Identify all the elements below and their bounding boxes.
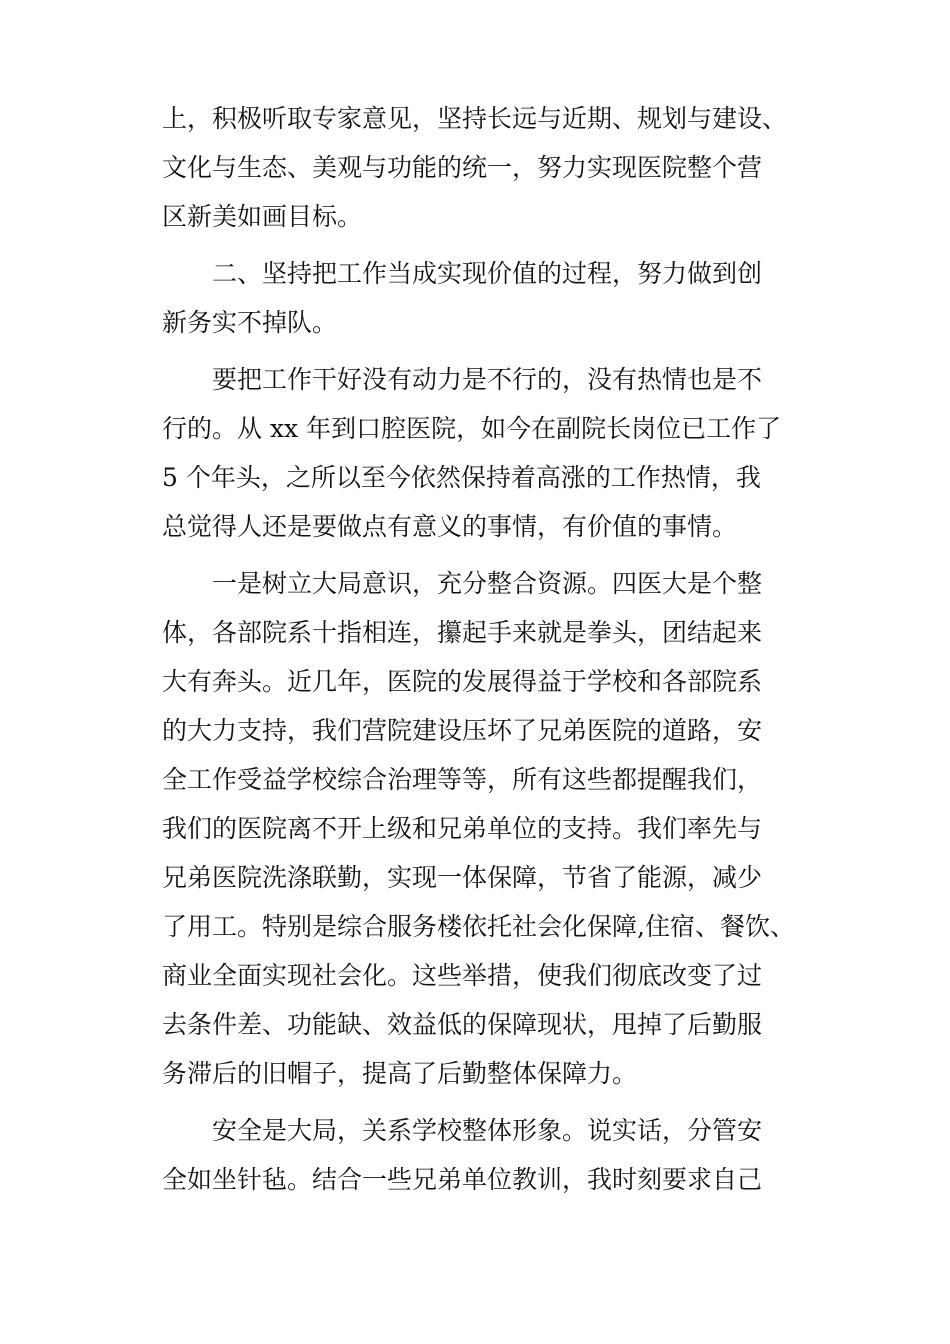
text-line: 了用工。特别是综合服务楼依托社会化保障,住宿、餐饮、 bbox=[162, 912, 795, 941]
text-line: 大有奔头。近几年，医院的发展得益于学校和各部院系 bbox=[162, 667, 763, 696]
text-line: 一是树立大局意识，充分整合资源。四医大是个整 bbox=[212, 569, 763, 598]
text-line: 体，各部院系十指相连，攥起手来就是拳头，团结起来 bbox=[162, 618, 763, 647]
text-line: 的大力支持，我们营院建设压坏了兄弟医院的道路，安 bbox=[162, 716, 763, 745]
paragraph bbox=[162, 94, 802, 241]
text-line: 文化与生态、美观与功能的统一，努力实现医院整个营 bbox=[162, 153, 763, 182]
text-line: 行的。从 xx 年到口腔医院，如今在副院长岗位已工作了 bbox=[162, 414, 782, 443]
text-line: 二、坚持把工作当成实现价值的过程，努力做到创 bbox=[212, 259, 763, 288]
text-line: 区新美如画目标。 bbox=[162, 202, 363, 231]
paragraph bbox=[162, 559, 802, 1098]
paragraph bbox=[162, 1106, 802, 1204]
text-line: 全工作受益学校综合治理等等，所有这些都提醒我们， bbox=[162, 765, 763, 794]
text-line: 务滞后的旧帽子，提高了后勤整体保障力。 bbox=[162, 1059, 638, 1088]
text-line: 总觉得人还是要做点有意义的事情，有价值的事情。 bbox=[162, 512, 738, 541]
text-line: 商业全面实现社会化。这些举措，使我们彻底改变了过 bbox=[162, 961, 763, 990]
paragraph bbox=[162, 249, 802, 347]
text-line: 上，积极听取专家意见，坚持长远与近期、规划与建设、 bbox=[162, 104, 788, 133]
text-line: 要把工作干好没有动力是不行的，没有热情也是不 bbox=[212, 365, 763, 394]
text-line: 新务实不掉队。 bbox=[162, 308, 338, 337]
text-line: 兄弟医院洗涤联勤，实现一体保障，节省了能源，减少 bbox=[162, 863, 763, 892]
text-line: 我们的医院离不开上级和兄弟单位的支持。我们率先与 bbox=[162, 814, 763, 843]
paragraph bbox=[162, 355, 802, 551]
text-line: 去条件差、功能缺、效益低的保障现状，甩掉了后勤服 bbox=[162, 1010, 763, 1039]
text-line: 5 个年头，之所以至今依然保持着高涨的工作热情，我 bbox=[162, 463, 761, 492]
document-body bbox=[162, 94, 802, 1212]
text-line: 全如坐针毡。结合一些兄弟单位教训，我时刻要求自己 bbox=[162, 1165, 763, 1194]
text-line: 安全是大局，关系学校整体形象。说实话，分管安 bbox=[212, 1116, 763, 1145]
